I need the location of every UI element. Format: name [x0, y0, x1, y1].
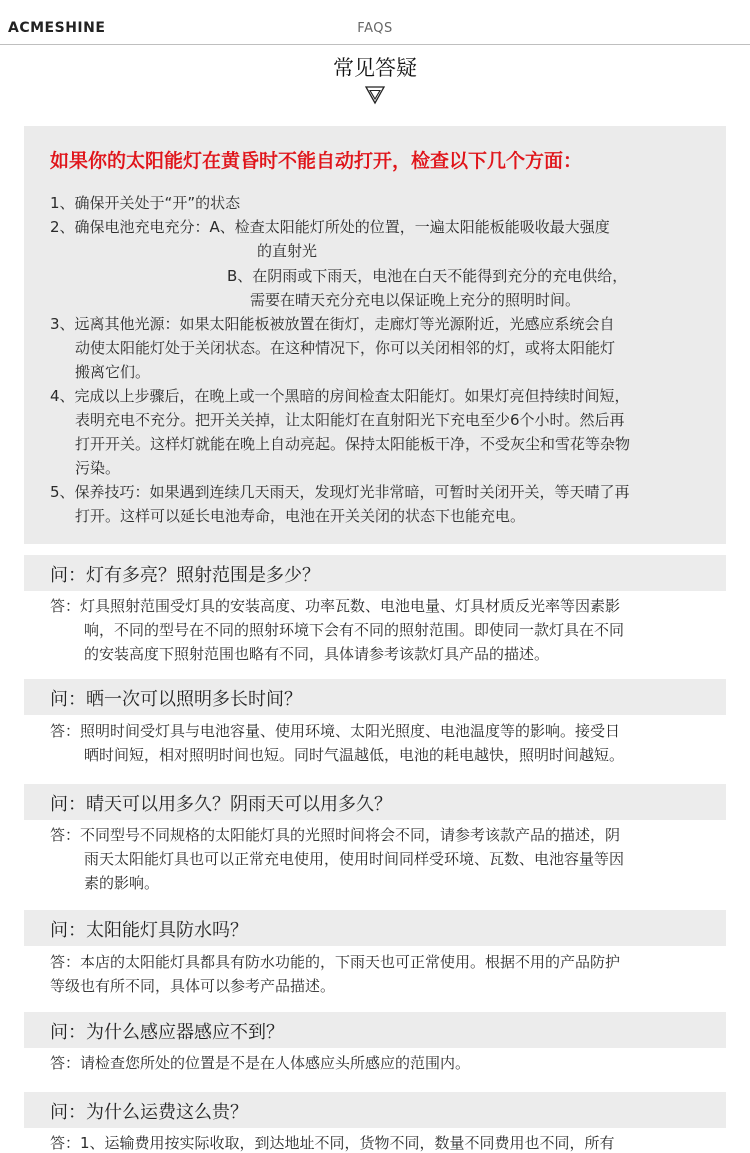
- faq-answer-line: 答：1、运输费用按实际收取，到达地址不同，货物不同，数量不同费用也不同，所有: [50, 1134, 615, 1152]
- faq-answer-line: 答：请检查您所处的位置是不是在人体感应头所感应的范围内。: [50, 1054, 471, 1072]
- faq-question: 问：晴天可以用多久？阴雨天可以用多久？: [50, 794, 392, 815]
- faq-question-bar: [24, 1012, 726, 1048]
- checklist-line: 的直射光: [257, 242, 318, 260]
- checklist-line: 5、保养技巧：如果遇到连续几天雨天，发现灯光非常暗，可暂时关闭开关，等天晴了再: [50, 483, 630, 501]
- faq-answer-line: 素的影响。: [84, 874, 160, 892]
- faq-question-bar: [24, 784, 726, 820]
- troubleshooting-heading: 如果你的太阳能灯在黄昏时不能自动打开，检查以下几个方面：: [50, 150, 583, 172]
- checklist-line: 4、完成以上步骤后，在晚上或一个黑暗的房间检查太阳能灯。如果灯亮但持续时间短，: [50, 387, 630, 405]
- faq-question: 问：晒一次可以照明多长时间？: [50, 689, 302, 710]
- faq-question: 问：为什么感应器感应不到？: [50, 1022, 284, 1043]
- faq-answer-line: 答：本店的太阳能灯具都具有防水功能的，下雨天也可正常使用。根据不用的产品防护: [50, 953, 621, 971]
- page-title: 常见答疑: [333, 56, 417, 80]
- faq-question: 问：灯有多亮？照射范围是多少？: [50, 565, 320, 586]
- faq-answer-line: 答：灯具照射范围受灯具的安装高度、功率瓦数、电池电量、灯具材质反光率等因素影: [50, 597, 621, 615]
- checklist-line: 需要在晴天充分充电以保证晚上充分的照明时间。: [250, 291, 581, 309]
- checklist-line: 打开开关。这样灯就能在晚上自动亮起。保持太阳能板干净，不受灰尘和雪花等杂物: [75, 435, 631, 453]
- checklist-line: 表明充电不充分。把开关关掉，让太阳能灯在直射阳光下充电至少6个小时。然后再: [75, 411, 625, 429]
- faq-answer-line: 答：照明时间受灯具与电池容量、使用环境、太阳光照度、电池温度等的影响。接受日: [50, 722, 621, 740]
- faq-answer-line: 答：不同型号不同规格的太阳能灯具的光照时间将会不同，请参考该款产品的描述，阴: [50, 826, 621, 844]
- faq-question-bar: [24, 555, 726, 591]
- troubleshooting-panel: [24, 126, 726, 544]
- double-down-triangle-icon: [364, 85, 386, 105]
- faq-answer-line: 的安装高度下照射范围也略有不同，具体请参考该款灯具产品的描述。: [84, 645, 550, 663]
- checklist-line: 2、确保电池充电充分：A、检查太阳能灯所处的位置，一遍太阳能板能吸收最大强度: [50, 218, 610, 236]
- faq-answer-line: 响，不同的型号在不同的照射环境下会有不同的照射范围。即使同一款灯具在不同: [84, 621, 625, 639]
- checklist-line: 打开。这样可以延长电池寿命，电池在开关关闭的状态下也能充电。: [75, 507, 526, 525]
- faq-question-bar: [24, 1092, 726, 1128]
- checklist-line: 搬离它们。: [75, 363, 151, 381]
- checklist-line: 1、确保开关处于“开”的状态: [50, 194, 241, 212]
- faq-answer-line: 等级也有所不同，具体可以参考产品描述。: [50, 977, 336, 995]
- checklist-line: 污染。: [75, 459, 121, 477]
- faq-answer-line: 晒时间短，相对照明时间也短。同时气温越低，电池的耗电越快，照明时间越短。: [84, 746, 625, 764]
- faq-question: 问：为什么运费这么贵？: [50, 1102, 248, 1123]
- section-label: FAQS: [357, 21, 393, 36]
- faq-question: 问：太阳能灯具防水吗？: [50, 920, 248, 941]
- checklist-line: 3、远离其他光源：如果太阳能板被放置在街灯，走廊灯等光源附近，光感应系统会自: [50, 315, 615, 333]
- faq-answer-line: 雨天太阳能灯具也可以正常充电使用，使用时间同样受环境、瓦数、电池容量等因: [84, 850, 625, 868]
- faq-question-bar: [24, 679, 726, 715]
- checklist-line: B、在阴雨或下雨天，电池在白天不能得到充分的充电供给，: [227, 267, 628, 285]
- checklist-line: 动使太阳能灯处于关闭状态。在这种情况下，你可以关闭相邻的灯，或将太阳能灯: [75, 339, 616, 357]
- brand-logo: ACMESHINE: [8, 20, 106, 36]
- faq-question-bar: [24, 910, 726, 946]
- top-bar: [0, 0, 750, 45]
